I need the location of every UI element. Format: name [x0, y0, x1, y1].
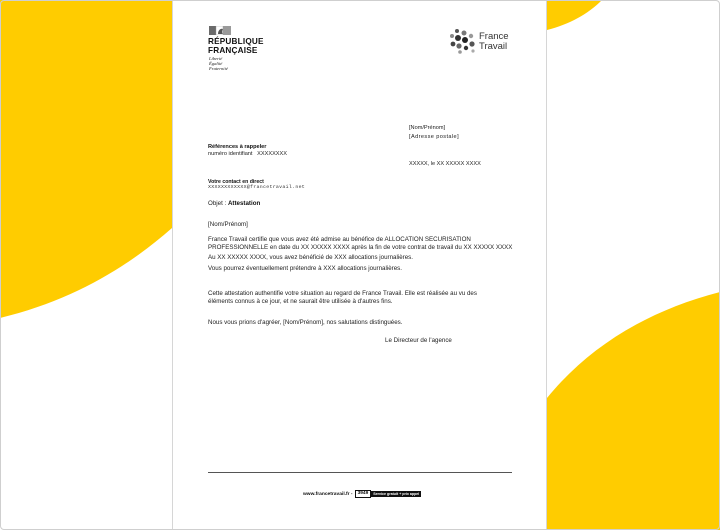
footer-phone: 3949: [355, 490, 372, 498]
contact-email: XXXXXXXXXXXX@francetravail.net: [208, 185, 306, 190]
republique-line2: FRANÇAISE: [208, 46, 258, 55]
contact-title: Votre contact en direct: [208, 179, 264, 185]
recipient-name: [Nom/Prénom]: [409, 125, 446, 131]
body-closing: Nous vous prions d'agréer, [Nom/Prénom], nos salutations distinguées.: [208, 319, 403, 326]
body-p4-line1: Cette attestation authentifie votre situation au regard de France Travail. Elle est réalisée au vu des: [208, 290, 477, 297]
body-p1-line1: France Travail certifie que vous avez été admise au bénéfice de ALLOCATION SECURISATION: [208, 236, 471, 243]
subject-label: Objet :: [208, 200, 228, 207]
date-line: XXXXX, le XX XXXXX XXXX: [409, 161, 481, 167]
letter-page: [172, 0, 547, 530]
footer-service-note: Service gratuit + prix appel: [373, 492, 420, 496]
body-p1-line2: PROFESSIONNELLE en date du XX XXXXX XXXX après la fin de votre contrat de travail du XX XXXXX XXXX: [208, 243, 513, 251]
subject-line: [208, 200, 260, 208]
yellow-wave-top-left: [0, 0, 172, 318]
references-title: Références à rappeler: [208, 144, 267, 150]
references-id-value: XXXXXXXX: [257, 151, 287, 157]
subject-value: Attestation: [227, 200, 261, 207]
body-p4-line2: éléments connus à ce jour, et ne saurait être utilisée à d'autres fins.: [208, 298, 393, 305]
brand-line1: France: [479, 31, 509, 42]
france-travail-logo-icon: [448, 27, 478, 55]
footer: [303, 490, 421, 498]
body-signature: Le Directeur de l'agence: [385, 337, 452, 344]
yellow-wave-top-right: [547, 0, 602, 30]
motto-fraternite: Fraternité: [209, 66, 228, 71]
yellow-wave-bottom-right: [547, 292, 720, 530]
marianne-logo-icon: [209, 26, 231, 35]
motto-liberte: Liberté: [209, 56, 223, 61]
body-p2: Au XX XXXXX XXXX, vous avez bénéficié de XXX allocations journalières.: [208, 254, 413, 261]
body-p3: Vous pourrez éventuellement prétendre à XXX allocations journalières.: [208, 265, 402, 272]
motto-egalite: Égalité: [209, 61, 223, 66]
brand-line2: Travail: [479, 41, 508, 52]
references-id-label: numéro identifiant: [208, 151, 253, 157]
footer-website[interactable]: www.francetravail.fr -: [303, 491, 353, 497]
recipient-address: [Adresse postale]: [409, 134, 460, 140]
footer-divider: [208, 472, 512, 473]
body-salutation: [Nom/Prénom]: [208, 221, 248, 228]
references-id-row: [208, 151, 287, 158]
republique-line1: RÉPUBLIQUE: [208, 37, 264, 46]
